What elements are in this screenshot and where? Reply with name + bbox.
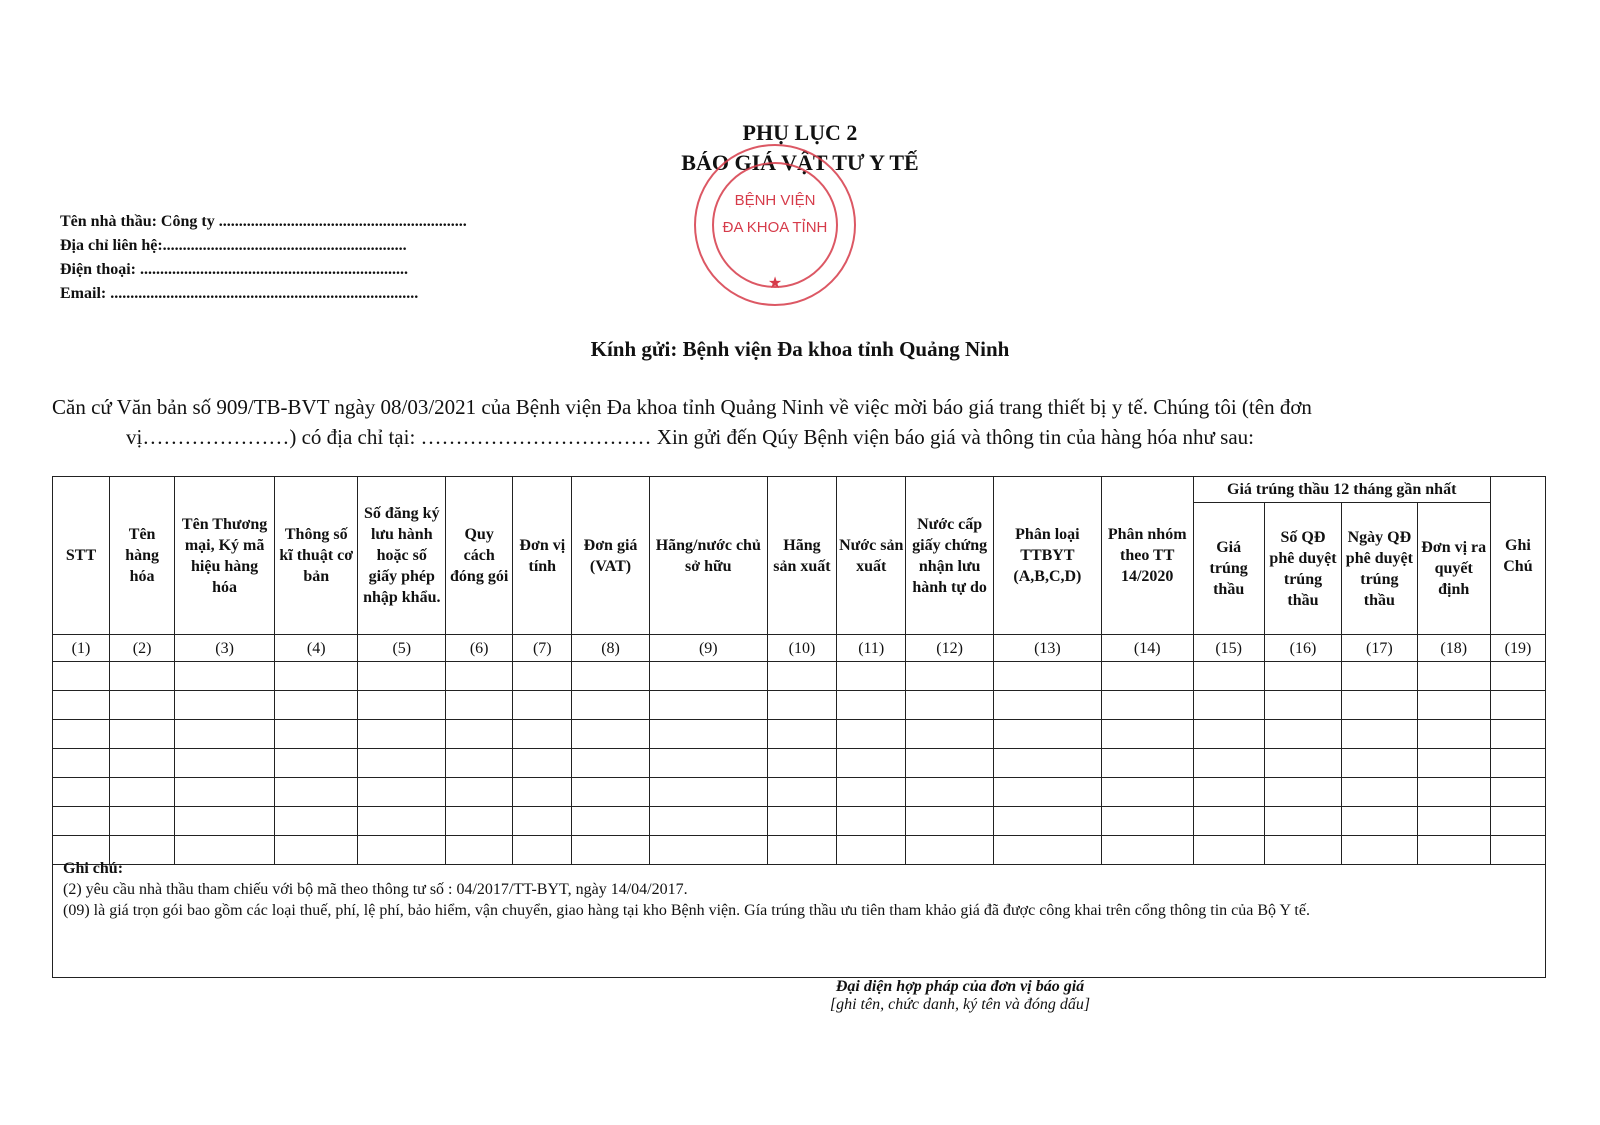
table-cell <box>1342 749 1417 778</box>
column-number: (18) <box>1417 635 1490 662</box>
contractor-info <box>60 210 467 306</box>
notes-line-2: (09) là giá trọn gói bao gồm các loại thuế, phí, lệ phí, bảo hiểm, vận chuyển, giao hàng tại kho Bệnh viện. Gía trúng thầu ưu tiên tham khảo giá đã được công khai trên cổng thông tin của Bộ Y tế. <box>63 902 1310 919</box>
table-cell <box>572 749 649 778</box>
table-cell <box>993 662 1101 691</box>
header-ten-hang: Tên hàng hóa <box>110 477 175 635</box>
table-cell <box>649 691 767 720</box>
table-cell <box>53 691 110 720</box>
table-cell <box>837 749 906 778</box>
notes-line-1: (2) yêu cầu nhà thầu tham chiếu với bộ mã theo thông tư số : 04/2017/TT-BYT, ngày 14/04/2017. <box>63 881 688 898</box>
header-gia-trung-thau: Giá trúng thầu <box>1193 503 1264 635</box>
table-cell <box>993 778 1101 807</box>
table-cell <box>1264 720 1341 749</box>
table-cell <box>906 720 994 749</box>
contractor-name: Tên nhà thầu: Công ty .............................................................. <box>60 213 467 230</box>
table-cell <box>767 778 836 807</box>
table-cell <box>837 662 906 691</box>
table-cell <box>110 720 175 749</box>
table-cell <box>572 807 649 836</box>
intro-line-1: Căn cứ Văn bản số 909/TB-BVT ngày 08/03/2021 của Bệnh viện Đa khoa tỉnh Quảng Ninh về việc mời báo giá trang thiết bị y tế. Chúng tôi (tên đơn <box>52 395 1312 419</box>
table-cell <box>1101 662 1193 691</box>
table-cell <box>837 720 906 749</box>
table-cell <box>767 691 836 720</box>
header-don-vi-tinh: Đơn vị tính <box>513 477 572 635</box>
table-cell <box>513 778 572 807</box>
column-number: (16) <box>1264 635 1341 662</box>
table-cell <box>906 749 994 778</box>
column-number: (3) <box>175 635 275 662</box>
table-cell <box>513 749 572 778</box>
contractor-phone: Điện thoại: ................................................................... <box>60 261 408 278</box>
table-cell <box>1342 778 1417 807</box>
header-quy-cach: Quy cách đóng gói <box>446 477 513 635</box>
table-cell <box>1193 749 1264 778</box>
table-cell <box>446 691 513 720</box>
table-cell <box>175 720 275 749</box>
table-cell <box>358 662 446 691</box>
table-cell <box>993 807 1101 836</box>
table-cell <box>649 807 767 836</box>
table-cell <box>110 807 175 836</box>
table-cell <box>1342 807 1417 836</box>
header-phan-loai: Phân loại TTBYT (A,B,C,D) <box>993 477 1101 635</box>
table-cell <box>649 749 767 778</box>
contractor-email: Email: ............................................................................. <box>60 285 419 302</box>
table-cell <box>358 807 446 836</box>
table-row <box>53 749 1546 778</box>
table-cell <box>1193 778 1264 807</box>
header-thong-so: Thông số kĩ thuật cơ bản <box>274 477 358 635</box>
column-number-row <box>53 635 1546 662</box>
stamp-line-1: BỆNH VIỆN <box>734 192 816 209</box>
table-cell <box>906 807 994 836</box>
table-cell <box>906 691 994 720</box>
table-cell <box>274 720 358 749</box>
table-cell <box>572 720 649 749</box>
header-phan-nhom: Phân nhóm theo TT 14/2020 <box>1101 477 1193 635</box>
table-cell <box>358 720 446 749</box>
header-ngay-qd: Ngày QĐ phê duyệt trúng thầu <box>1342 503 1417 635</box>
document-title: BÁO GIÁ VẬT TƯ Y TẾ <box>681 150 919 175</box>
column-number: (11) <box>837 635 906 662</box>
header-hang-sx: Hãng sản xuất <box>767 477 836 635</box>
column-number: (8) <box>572 635 649 662</box>
table-cell <box>446 778 513 807</box>
table-cell <box>175 662 275 691</box>
table-cell <box>446 720 513 749</box>
column-number: (6) <box>446 635 513 662</box>
table-cell <box>274 807 358 836</box>
table-cell <box>1264 778 1341 807</box>
table-cell <box>1342 691 1417 720</box>
table-cell <box>1490 691 1545 720</box>
table-cell <box>274 662 358 691</box>
intro-line-2: vị…………………) có địa chỉ tại: …………………………… Xin gửi đến Qúy Bệnh viện báo giá và thông tin của hàng hóa như sau: <box>126 425 1255 449</box>
table-cell <box>993 691 1101 720</box>
signature-title: Đại diện hợp pháp của đơn vị báo giá <box>835 978 1085 995</box>
stamp-star-icon: ★ <box>767 275 783 292</box>
table-cell <box>767 749 836 778</box>
table-cell <box>906 778 994 807</box>
table-row <box>53 807 1546 836</box>
column-number: (9) <box>649 635 767 662</box>
table-cell <box>53 807 110 836</box>
table-cell <box>1193 691 1264 720</box>
table-row <box>53 778 1546 807</box>
table-cell <box>110 778 175 807</box>
header-don-vi-qd: Đơn vị ra quyết định <box>1417 503 1490 635</box>
intro-paragraph <box>52 392 1552 452</box>
table-cell <box>1417 749 1490 778</box>
table-cell <box>110 662 175 691</box>
table-cell <box>175 691 275 720</box>
table-cell <box>1417 807 1490 836</box>
quote-table <box>52 476 1546 865</box>
table-cell <box>906 662 994 691</box>
table-cell <box>53 720 110 749</box>
table-cell <box>446 749 513 778</box>
table-cell <box>1101 749 1193 778</box>
table-cell <box>358 691 446 720</box>
table-cell <box>175 807 275 836</box>
table-row <box>53 662 1546 691</box>
header-nuoc-sx: Nước sản xuất <box>837 477 906 635</box>
table-cell <box>649 662 767 691</box>
column-number: (2) <box>110 635 175 662</box>
table-cell <box>767 807 836 836</box>
column-number: (13) <box>993 635 1101 662</box>
column-number: (12) <box>906 635 994 662</box>
contractor-address: Địa chỉ liên hệ:............................................................. <box>60 237 407 254</box>
greeting: Kính gửi: Bệnh viện Đa khoa tỉnh Quảng Ninh <box>590 337 1010 361</box>
column-number: (14) <box>1101 635 1193 662</box>
table-cell <box>1490 749 1545 778</box>
table-cell <box>110 749 175 778</box>
table-cell <box>53 749 110 778</box>
table-cell <box>358 749 446 778</box>
table-cell <box>513 662 572 691</box>
table-cell <box>175 749 275 778</box>
notes-box <box>52 850 1546 978</box>
column-number: (7) <box>513 635 572 662</box>
table-cell <box>1342 662 1417 691</box>
table-row <box>53 720 1546 749</box>
stamp-line-2: ĐA KHOA TỈNH <box>722 219 828 236</box>
table-cell <box>767 662 836 691</box>
table-cell <box>1342 720 1417 749</box>
table-cell <box>1264 662 1341 691</box>
table-cell <box>1101 778 1193 807</box>
header-hang-nuoc-chu: Hãng/nước chủ sở hữu <box>649 477 767 635</box>
table-cell <box>1193 720 1264 749</box>
column-number: (5) <box>358 635 446 662</box>
table-cell <box>446 807 513 836</box>
table-cell <box>274 749 358 778</box>
table-cell <box>649 778 767 807</box>
column-number: (17) <box>1342 635 1417 662</box>
column-number: (4) <box>274 635 358 662</box>
table-cell <box>1193 807 1264 836</box>
table-cell <box>358 778 446 807</box>
table-cell <box>993 749 1101 778</box>
table-cell <box>837 778 906 807</box>
header-stt: STT <box>53 477 110 635</box>
table-cell <box>837 807 906 836</box>
table-cell <box>837 691 906 720</box>
header-don-gia: Đơn giá (VAT) <box>572 477 649 635</box>
column-number: (10) <box>767 635 836 662</box>
table-cell <box>993 720 1101 749</box>
table-cell <box>513 691 572 720</box>
table-cell <box>274 691 358 720</box>
signature-block <box>810 978 1110 1014</box>
table-row <box>53 691 1546 720</box>
header-gia-trung-thau-group: Giá trúng thầu 12 tháng gần nhất <box>1193 477 1490 503</box>
table-cell <box>1264 807 1341 836</box>
table-cell <box>1101 720 1193 749</box>
table-cell <box>1264 749 1341 778</box>
table-cell <box>1101 691 1193 720</box>
table-cell <box>1417 662 1490 691</box>
header-so-qd: Số QĐ phê duyệt trúng thầu <box>1264 503 1341 635</box>
table-cell <box>1101 807 1193 836</box>
table-cell <box>767 720 836 749</box>
table-cell <box>1417 778 1490 807</box>
notes-heading: Ghi chú: <box>63 860 124 877</box>
appendix-label: PHỤ LỤC 2 <box>742 120 858 145</box>
table-cell <box>1490 720 1545 749</box>
table-cell <box>513 807 572 836</box>
header-so-dang-ky: Số đăng ký lưu hành hoặc số giấy phép nhập khẩu. <box>358 477 446 635</box>
table-cell <box>53 778 110 807</box>
table-cell <box>1490 807 1545 836</box>
table-cell <box>1417 691 1490 720</box>
header-nuoc-cap: Nước cấp giấy chứng nhận lưu hành tự do <box>906 477 994 635</box>
header-ghi-chu: Ghi Chú <box>1490 477 1545 635</box>
table-cell <box>572 662 649 691</box>
table-cell <box>446 662 513 691</box>
column-number: (1) <box>53 635 110 662</box>
table-cell <box>572 691 649 720</box>
table-cell <box>572 778 649 807</box>
table-cell <box>53 662 110 691</box>
header-ten-thuong-mai: Tên Thương mại, Ký mã hiệu hàng hóa <box>175 477 275 635</box>
table-cell <box>513 720 572 749</box>
table-cell <box>1490 662 1545 691</box>
hospital-stamp <box>690 140 860 310</box>
table-cell <box>1417 720 1490 749</box>
table-cell <box>1490 778 1545 807</box>
table-cell <box>1193 662 1264 691</box>
table-cell <box>649 720 767 749</box>
table-cell <box>1264 691 1341 720</box>
table-cell <box>110 691 175 720</box>
table-cell <box>274 778 358 807</box>
signature-instruction: [ghi tên, chức danh, ký tên và đóng dấu] <box>829 996 1091 1013</box>
column-number: (19) <box>1490 635 1545 662</box>
table-cell <box>175 778 275 807</box>
column-number: (15) <box>1193 635 1264 662</box>
